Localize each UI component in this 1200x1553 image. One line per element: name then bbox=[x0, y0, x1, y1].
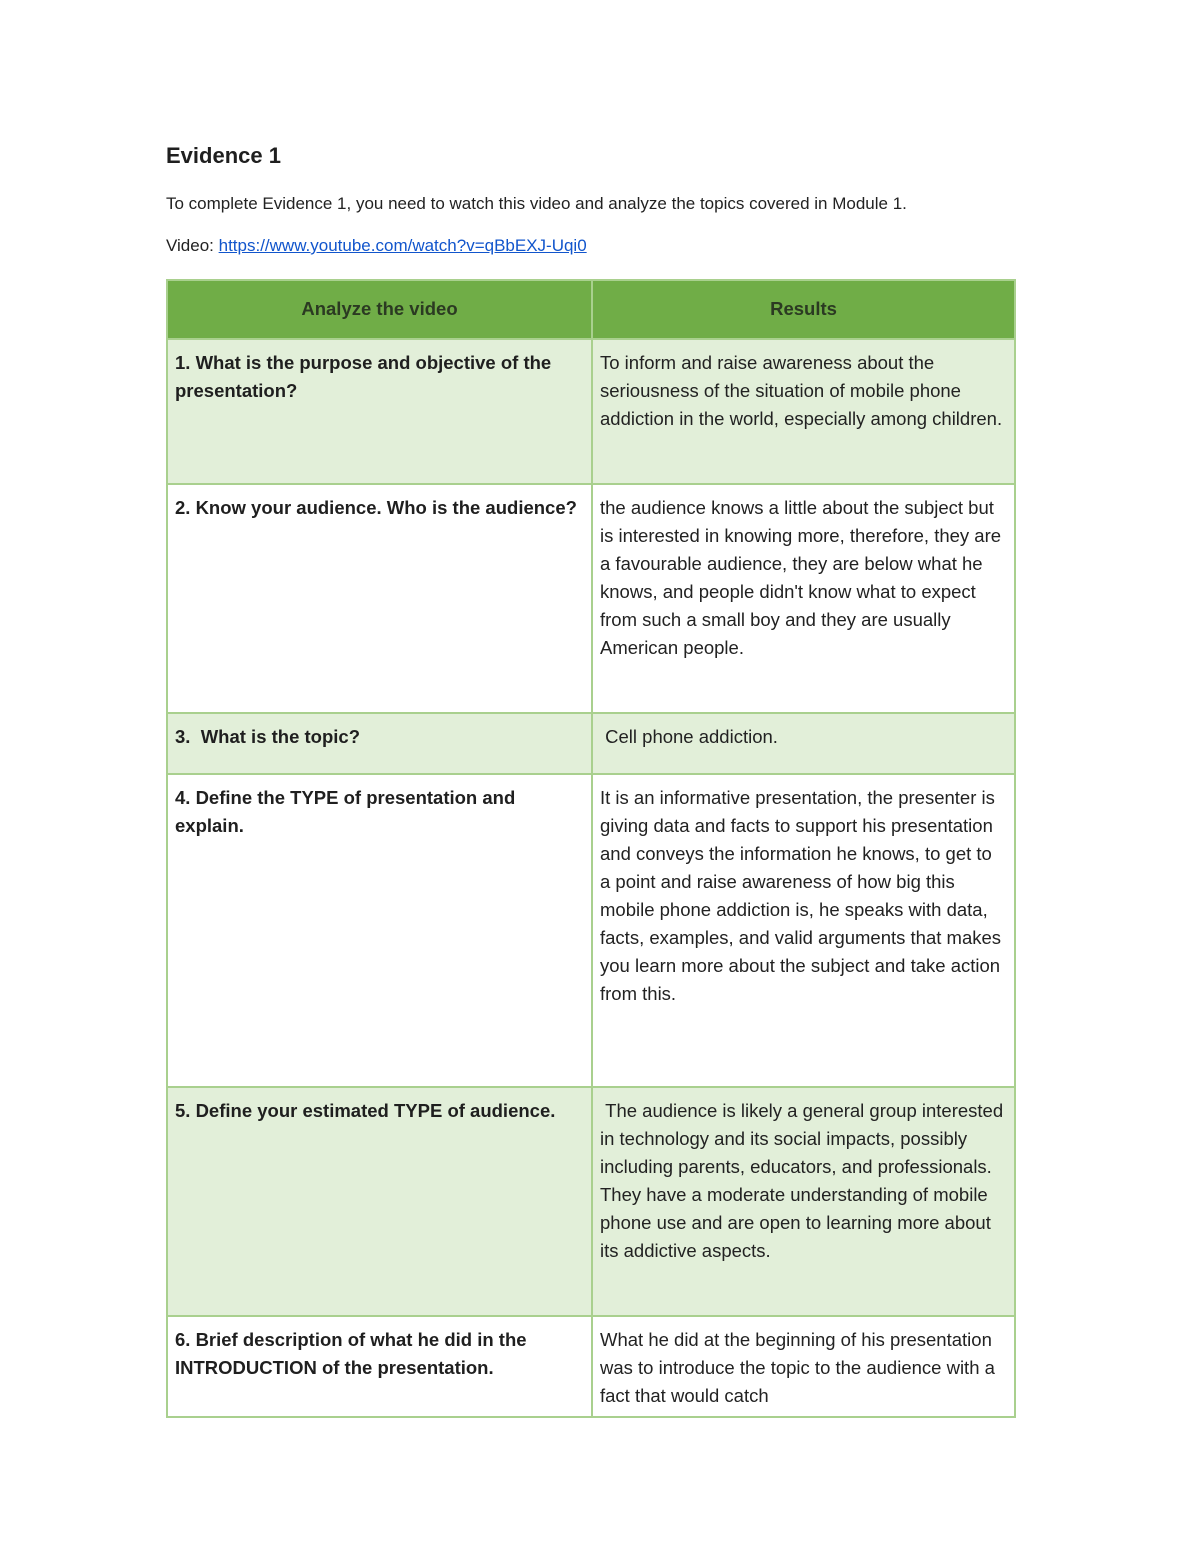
table-row bbox=[167, 1087, 1015, 1316]
table-header-row bbox=[167, 280, 1015, 339]
intro-paragraph: To complete Evidence 1, you need to watch this video and analyze the topics covered in Module 1. bbox=[166, 194, 907, 213]
table-row bbox=[167, 1316, 1015, 1417]
table-row bbox=[167, 339, 1015, 484]
document-title: Evidence 1 bbox=[166, 143, 281, 168]
document-page bbox=[166, 138, 1014, 1406]
question-cell: 1. What is the purpose and objective of the presentation? bbox=[167, 339, 592, 484]
question-cell: 3. What is the topic? bbox=[167, 713, 592, 774]
question-cell: 6. Brief description of what he did in the INTRODUCTION of the presentation. bbox=[167, 1316, 592, 1417]
table-row bbox=[167, 484, 1015, 713]
header-results: Results bbox=[592, 280, 1015, 339]
answer-cell: the audience knows a little about the subject but is interested in knowing more, therefore, they are a favourable audience, they are below what he knows, and people didn't know what to expect from such a small boy and they are usually American people. bbox=[592, 484, 1015, 713]
analysis-table bbox=[166, 279, 1016, 1418]
header-analyze-video: Analyze the video bbox=[167, 280, 592, 339]
video-label: Video: bbox=[166, 236, 219, 255]
answer-cell: It is an informative presentation, the presenter is giving data and facts to support his presentation and conveys the information he knows, to get to a point and raise awareness of how big this mobile phone addiction is, he speaks with data, facts, examples, and valid arguments that makes you learn more about the subject and take action from this. bbox=[592, 774, 1015, 1087]
table-row bbox=[167, 774, 1015, 1087]
question-cell: 2. Know your audience. Who is the audience? bbox=[167, 484, 592, 713]
answer-cell: Cell phone addiction. bbox=[592, 713, 1015, 774]
answer-cell: The audience is likely a general group interested in technology and its social impacts, possibly including parents, educators, and professionals. They have a moderate understanding of mobile phone use and are open to learning more about its addictive aspects. bbox=[592, 1087, 1015, 1316]
video-link[interactable]: https://www.youtube.com/watch?v=qBbEXJ-Uqi0 bbox=[218, 236, 587, 255]
video-line bbox=[166, 234, 1014, 258]
table-row bbox=[167, 713, 1015, 774]
question-cell: 5. Define your estimated TYPE of audience. bbox=[167, 1087, 592, 1316]
answer-cell: To inform and raise awareness about the seriousness of the situation of mobile phone addiction in the world, especially among children. bbox=[592, 339, 1015, 484]
question-cell: 4. Define the TYPE of presentation and explain. bbox=[167, 774, 592, 1087]
answer-cell: What he did at the beginning of his presentation was to introduce the topic to the audience with a fact that would catch bbox=[592, 1316, 1015, 1417]
